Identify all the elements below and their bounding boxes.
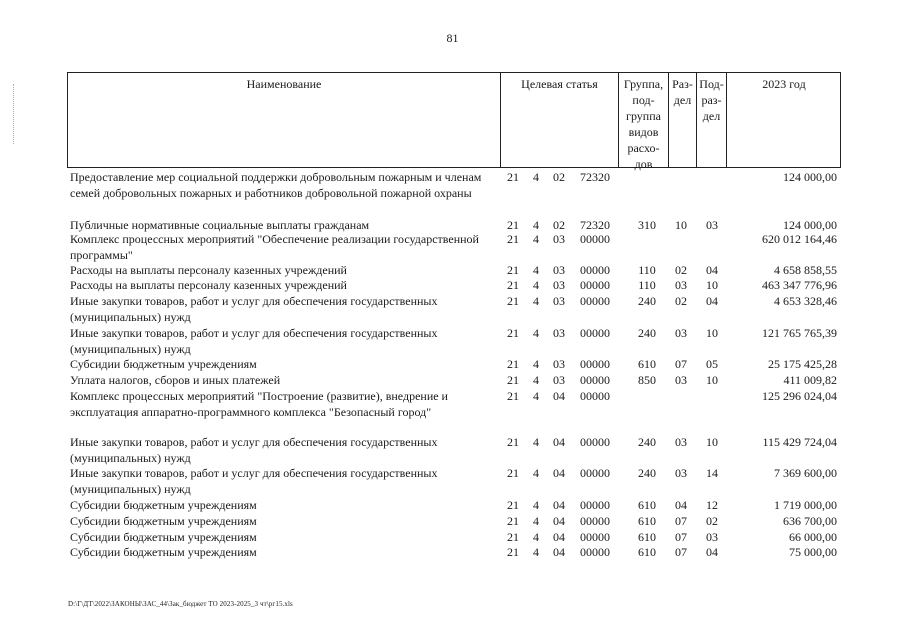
cell-d: 00000 (580, 389, 610, 403)
header-podrazdel (696, 73, 726, 167)
cell-b: 4 (533, 218, 539, 232)
cell-e: 610 (638, 545, 656, 559)
cell-a: 21 (507, 326, 519, 340)
cell-name: Иные закупки товаров, работ и услуг для обеспечения государственных (муниципальных) нужд (70, 466, 438, 496)
cell-d: 00000 (580, 357, 610, 371)
cell-f: 02 (675, 263, 687, 277)
cell-h: 463 347 776,96 (762, 278, 837, 292)
cell-b: 4 (533, 263, 539, 277)
cell-d: 00000 (580, 435, 610, 449)
cell-c: 03 (553, 357, 565, 371)
cell-name: Публичные нормативные социальные выплаты гражданам (70, 218, 370, 232)
cell-f: 07 (675, 514, 687, 528)
cell-h: 125 296 024,04 (762, 389, 837, 403)
cell-h: 25 175 425,28 (768, 357, 837, 371)
cell-e: 110 (638, 278, 656, 292)
cell-g: 10 (706, 326, 718, 340)
header-target: Целевая статья (500, 73, 618, 167)
cell-c: 04 (553, 514, 565, 528)
cell-name: Комплекс процессных мероприятий "Обеспечение реализации государственной программы" (70, 232, 479, 262)
cell-h: 124 000,00 (783, 170, 837, 184)
cell-h: 115 429 724,04 (762, 435, 837, 449)
cell-g: 04 (706, 294, 718, 308)
cell-c: 04 (553, 545, 565, 559)
cell-a: 21 (507, 514, 519, 528)
cell-g: 03 (706, 218, 718, 232)
cell-b: 4 (533, 545, 539, 559)
cell-c: 02 (553, 218, 565, 232)
cell-b: 4 (533, 514, 539, 528)
cell-f: 03 (675, 435, 687, 449)
cell-e: 240 (638, 435, 656, 449)
cell-f: 03 (675, 466, 687, 480)
table-header (67, 72, 841, 171)
cell-g: 10 (706, 278, 718, 292)
cell-a: 21 (507, 498, 519, 512)
cell-c: 03 (553, 294, 565, 308)
cell-c: 04 (553, 466, 565, 480)
cell-f: 03 (675, 278, 687, 292)
cell-name: Субсидии бюджетным учреждениям (70, 545, 257, 559)
page-number: 81 (446, 31, 459, 45)
cell-a: 21 (507, 373, 519, 387)
cell-f: 10 (675, 218, 687, 232)
cell-name: Иные закупки товаров, работ и услуг для обеспечения государственных (муниципальных) нужд (70, 435, 438, 465)
cell-b: 4 (533, 170, 539, 184)
cell-g: 04 (706, 545, 718, 559)
cell-b: 4 (533, 435, 539, 449)
cell-h: 636 700,00 (783, 514, 837, 528)
cell-b: 4 (533, 278, 539, 292)
cell-e: 240 (638, 326, 656, 340)
cell-g: 14 (706, 466, 718, 480)
cell-f: 02 (675, 294, 687, 308)
cell-c: 03 (553, 373, 565, 387)
header-razdel (668, 73, 696, 167)
cell-b: 4 (533, 373, 539, 387)
cell-a: 21 (507, 530, 519, 544)
cell-h: 411 009,82 (783, 373, 837, 387)
cell-e: 240 (638, 294, 656, 308)
cell-g: 10 (706, 373, 718, 387)
cell-b: 4 (533, 466, 539, 480)
margin-marks (13, 84, 15, 144)
cell-a: 21 (507, 263, 519, 277)
cell-b: 4 (533, 326, 539, 340)
cell-d: 00000 (580, 232, 610, 246)
cell-d: 00000 (580, 278, 610, 292)
cell-a: 21 (507, 218, 519, 232)
cell-name: Иные закупки товаров, работ и услуг для обеспечения государственных (муниципальных) нужд (70, 294, 438, 324)
cell-d: 72320 (580, 218, 610, 232)
cell-b: 4 (533, 530, 539, 544)
cell-c: 03 (553, 278, 565, 292)
cell-name: Расходы на выплаты персоналу казенных учреждений (70, 278, 347, 292)
cell-c: 02 (553, 170, 565, 184)
cell-name: Предоставление мер социальной поддержки добровольным пожарным и членам семей добровольных пожарных и работников добровольной пожарной охраны (70, 170, 482, 200)
header-group (618, 73, 668, 171)
cell-c: 03 (553, 326, 565, 340)
cell-h: 620 012 164,46 (762, 232, 837, 246)
cell-a: 21 (507, 357, 519, 371)
cell-b: 4 (533, 498, 539, 512)
header-podrazdel-text: Под- раз- дел (699, 77, 724, 123)
cell-g: 04 (706, 263, 718, 277)
cell-h: 7 369 600,00 (774, 466, 837, 480)
cell-d: 72320 (580, 170, 610, 184)
cell-g: 05 (706, 357, 718, 371)
cell-d: 00000 (580, 545, 610, 559)
cell-g: 12 (706, 498, 718, 512)
cell-c: 04 (553, 530, 565, 544)
cell-name: Субсидии бюджетным учреждениям (70, 530, 257, 544)
cell-h: 4 653 328,46 (774, 294, 837, 308)
cell-e: 240 (638, 466, 656, 480)
cell-g: 10 (706, 435, 718, 449)
cell-d: 00000 (580, 326, 610, 340)
cell-h: 124 000,00 (783, 218, 837, 232)
cell-b: 4 (533, 357, 539, 371)
cell-a: 21 (507, 545, 519, 559)
cell-h: 1 719 000,00 (774, 498, 837, 512)
cell-name: Иные закупки товаров, работ и услуг для обеспечения государственных (муниципальных) нужд (70, 326, 438, 356)
cell-a: 21 (507, 389, 519, 403)
cell-e: 610 (638, 514, 656, 528)
cell-c: 04 (553, 498, 565, 512)
cell-d: 00000 (580, 466, 610, 480)
cell-a: 21 (507, 435, 519, 449)
header-name: Наименование (246, 77, 322, 91)
cell-e: 110 (638, 263, 656, 277)
cell-e: 610 (638, 498, 656, 512)
cell-d: 00000 (580, 294, 610, 308)
cell-e: 610 (638, 357, 656, 371)
cell-name: Комплекс процессных мероприятий "Построение (развитие), внедрение и эксплуатация аппаратно-программного комплекса "Безопасный город" (70, 389, 448, 419)
header-razdel-text: Раз- дел (672, 77, 693, 107)
cell-d: 00000 (580, 514, 610, 528)
cell-h: 66 000,00 (789, 530, 837, 544)
cell-name: Субсидии бюджетным учреждениям (70, 357, 257, 371)
cell-f: 03 (675, 373, 687, 387)
cell-h: 4 658 858,55 (774, 263, 837, 277)
cell-f: 04 (675, 498, 687, 512)
header-group-text: Группа, под- группа видов расхо- дов (623, 77, 664, 171)
cell-f: 03 (675, 326, 687, 340)
cell-d: 00000 (580, 530, 610, 544)
cell-b: 4 (533, 294, 539, 308)
cell-h: 121 765 765,39 (762, 326, 837, 340)
cell-name: Уплата налогов, сборов и иных платежей (70, 373, 281, 387)
cell-g: 02 (706, 514, 718, 528)
cell-b: 4 (533, 232, 539, 246)
cell-d: 00000 (580, 498, 610, 512)
cell-a: 21 (507, 294, 519, 308)
cell-c: 04 (553, 435, 565, 449)
cell-f: 07 (675, 530, 687, 544)
cell-f: 07 (675, 357, 687, 371)
cell-d: 00000 (580, 263, 610, 277)
header-year: 2023 год (726, 73, 841, 167)
cell-f: 07 (675, 545, 687, 559)
budget-table (67, 72, 841, 559)
cell-a: 21 (507, 170, 519, 184)
cell-b: 4 (533, 389, 539, 403)
cell-name: Субсидии бюджетным учреждениям (70, 498, 257, 512)
cell-a: 21 (507, 232, 519, 246)
cell-c: 03 (553, 263, 565, 277)
cell-name: Расходы на выплаты персоналу казенных учреждений (70, 263, 347, 277)
cell-name: Субсидии бюджетным учреждениям (70, 514, 257, 528)
cell-c: 03 (553, 232, 565, 246)
cell-c: 04 (553, 389, 565, 403)
cell-d: 00000 (580, 373, 610, 387)
file-path-footer: D:\Г\ДТ\2022\ЗАКОНЫ\ЗАС_44\Зак_бюджет ТО 2023-2025_3 чт\рг15.xls (68, 600, 293, 608)
cell-a: 21 (507, 278, 519, 292)
cell-g: 03 (706, 530, 718, 544)
cell-e: 850 (638, 373, 656, 387)
cell-a: 21 (507, 466, 519, 480)
cell-e: 310 (638, 218, 656, 232)
cell-e: 610 (638, 530, 656, 544)
cell-h: 75 000,00 (789, 545, 837, 559)
